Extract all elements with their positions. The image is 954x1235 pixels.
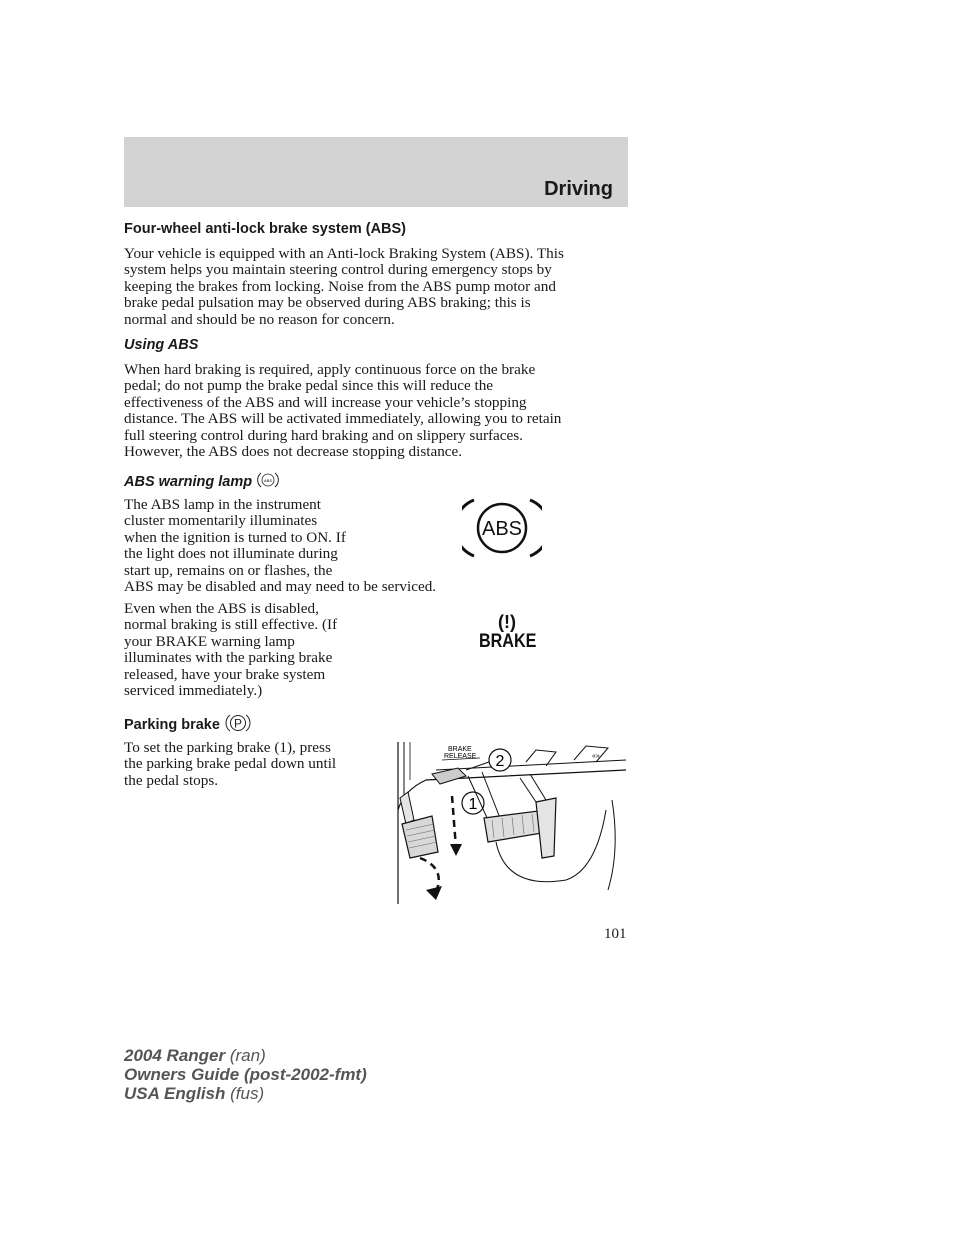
document-footer	[124, 1046, 367, 1103]
text-line: when the ignition is turned to ON. If	[124, 528, 346, 546]
text-line: When hard braking is required, apply continuous force on the brake	[124, 361, 536, 378]
text-line: serviced immediately.)	[124, 682, 263, 700]
using-abs-heading: Using ABS	[124, 337, 199, 353]
brake-release-label-1: BRAKE	[448, 746, 472, 753]
text-line: distance. The ABS will be activated immediately, allowing you to retain	[124, 410, 562, 428]
text-line: normal and should be no reason for concern.	[124, 310, 395, 328]
brake-paragraph	[124, 601, 337, 699]
footer-guide: Owners Guide (post-2002-fmt)	[124, 1065, 367, 1084]
parking-brake-icon	[224, 712, 252, 739]
abs-lamp-paragraph	[124, 497, 436, 595]
text-line: However, the ABS does not decrease stopping distance.	[124, 443, 463, 461]
text-line: the parking brake pedal down until	[124, 755, 337, 773]
abs-small-icon	[256, 470, 280, 495]
svg-text:«»: «»	[592, 753, 600, 760]
parking-brake-paragraph	[124, 740, 336, 789]
brake-warning-label: BRAKE	[478, 631, 537, 652]
callout-1: 1	[468, 796, 478, 813]
abs-system-paragraph	[124, 246, 564, 328]
text-line: normal braking is still effective. (If	[124, 616, 338, 634]
abs-lamp-heading-row	[124, 470, 280, 495]
abs-lamp-heading: ABS warning lamp	[124, 474, 253, 491]
using-abs-paragraph	[124, 362, 561, 460]
text-line: full steering control during hard braking and on slippery surfaces.	[124, 426, 523, 444]
text-line: Even when the ABS is disabled,	[124, 600, 319, 617]
text-line: effectiveness of the ABS and will increase your vehicle’s stopping	[124, 393, 527, 411]
text-line: released, have your brake system	[124, 665, 326, 683]
brake-release-label-2: RELEASE	[444, 753, 477, 760]
text-line: start up, remains on or flashes, the	[124, 561, 333, 579]
text-line: The ABS lamp in the instrument	[124, 496, 321, 513]
text-line: cluster momentarily illuminates	[124, 512, 318, 530]
footer-model-code: (ran)	[225, 1046, 266, 1065]
parking-brake-heading-row	[124, 712, 252, 739]
abs-warning-icon-label: ABS	[481, 518, 523, 540]
parking-brake-illustration	[396, 740, 630, 911]
text-line: Your vehicle is equipped with an Anti-lock Braking System (ABS). This	[124, 245, 564, 262]
footer-language-code: (fus)	[225, 1084, 265, 1103]
footer-model: 2004 Ranger	[124, 1046, 226, 1065]
parking-brake-icon-label: P	[233, 716, 242, 731]
text-line: the light does not illuminate during	[124, 545, 338, 563]
brake-warning-icon	[474, 612, 540, 652]
text-line: ABS may be disabled and may need to be serviced.	[124, 578, 437, 596]
page-number: 101	[604, 926, 627, 942]
parking-brake-heading: Parking brake	[124, 717, 220, 734]
abs-system-heading: Four-wheel anti-lock brake system (ABS)	[124, 221, 407, 237]
text-line: pedal; do not pump the brake pedal since this will reduce the	[124, 377, 494, 395]
text-line: the pedal stops.	[124, 771, 219, 789]
section-header-band	[124, 137, 628, 207]
abs-warning-icon	[462, 496, 542, 565]
section-title: Driving	[544, 178, 613, 200]
text-line: system helps you maintain steering control during emergency stops by	[124, 261, 552, 279]
text-line: your BRAKE warning lamp	[124, 632, 295, 650]
brake-warning-symbol: (!)	[498, 612, 516, 632]
callout-2: 2	[495, 753, 505, 770]
text-line: brake pedal pulsation may be observed during ABS braking; this is	[124, 294, 531, 312]
abs-small-icon-label: ABS	[264, 478, 273, 483]
footer-language: USA English	[124, 1084, 226, 1103]
text-line: illuminates with the parking brake	[124, 649, 333, 667]
text-line: To set the parking brake (1), press	[124, 739, 331, 756]
text-line: keeping the brakes from locking. Noise from the ABS pump motor and	[124, 277, 556, 295]
